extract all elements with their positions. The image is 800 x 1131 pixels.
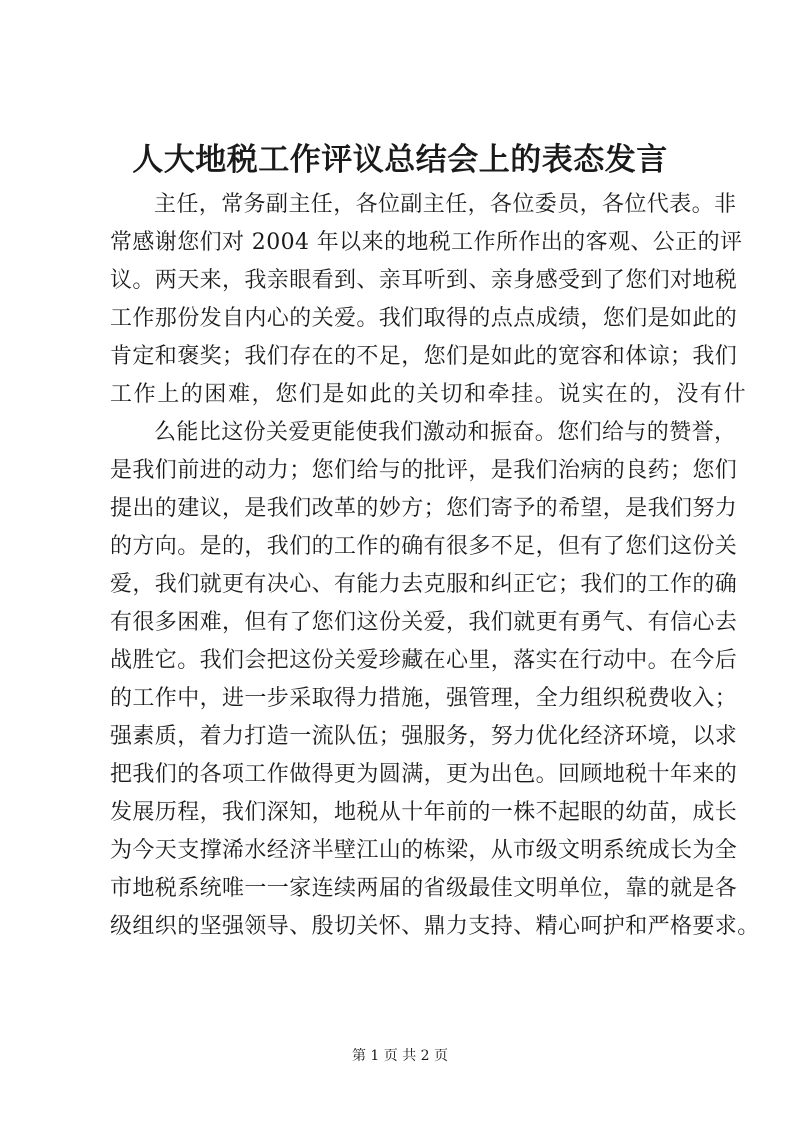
text-line: 主任，常务副主任，各位副主任，各位委员，各位代表。非 (154, 192, 737, 217)
text-line: 为今天支撑浠水经济半壁江山的栋梁，从市级文明系统成长为全 (110, 838, 738, 863)
body-text (110, 186, 760, 946)
text-line: 强素质，着力打造一流队伍；强服务，努力优化经济环境，以求 (110, 724, 738, 749)
text-line: 议。两天来，我亲眼看到、亲耳听到、亲身感受到了您们对地税 (110, 268, 738, 293)
document-title: 人大地税工作评议总结会上的表态发言 (132, 142, 668, 178)
text-line: 肯定和褒奖；我们存在的不足，您们是如此的宽容和体谅；我们 (110, 344, 738, 369)
text-line: 发展历程，我们深知，地税从十年前的一株不起眼的幼苗，成长 (110, 800, 738, 825)
text-line: 级组织的坚强领导、殷切关怀、鼎力支持、精心呵护和严格要求。 (110, 914, 760, 939)
text-line: 的工作中，进一步采取得力措施，强管理，全力组织税费收入； (110, 686, 738, 711)
text-line: 工作那份发自内心的关爱。我们取得的点点成绩，您们是如此的 (110, 306, 738, 331)
text-line: 么能比这份关爱更能使我们激动和振奋。您们给与的赞誉， (154, 420, 737, 445)
text-line: 工作上的困难，您们是如此的关切和牵挂。说实在的，没有什 (110, 382, 748, 407)
text-line: 爱，我们就更有决心、有能力去克服和纠正它；我们的工作的确 (110, 572, 738, 597)
text-line: 常感谢您们对 2004 年以来的地税工作所作出的客观、公正的评 (110, 230, 743, 255)
text-line: 的方向。是的，我们的工作的确有很多不足，但有了您们这份关 (110, 534, 738, 559)
text-line: 市地税系统唯一一家连续两届的省级最佳文明单位，靠的就是各 (110, 876, 738, 901)
text-line: 提出的建议，是我们改革的妙方；您们寄予的希望，是我们努力 (110, 496, 738, 521)
text-line: 有很多困难，但有了您们这份关爱，我们就更有勇气、有信心去 (110, 610, 738, 635)
text-line: 战胜它。我们会把这份关爱珍藏在心里，落实在行动中。在今后 (110, 648, 738, 673)
page-footer: 第 1 页 共 2 页 (351, 1048, 449, 1064)
text-line: 是我们前进的动力；您们给与的批评，是我们治病的良药；您们 (110, 458, 738, 483)
text-line: 把我们的各项工作做得更为圆满，更为出色。回顾地税十年来的 (110, 762, 738, 787)
